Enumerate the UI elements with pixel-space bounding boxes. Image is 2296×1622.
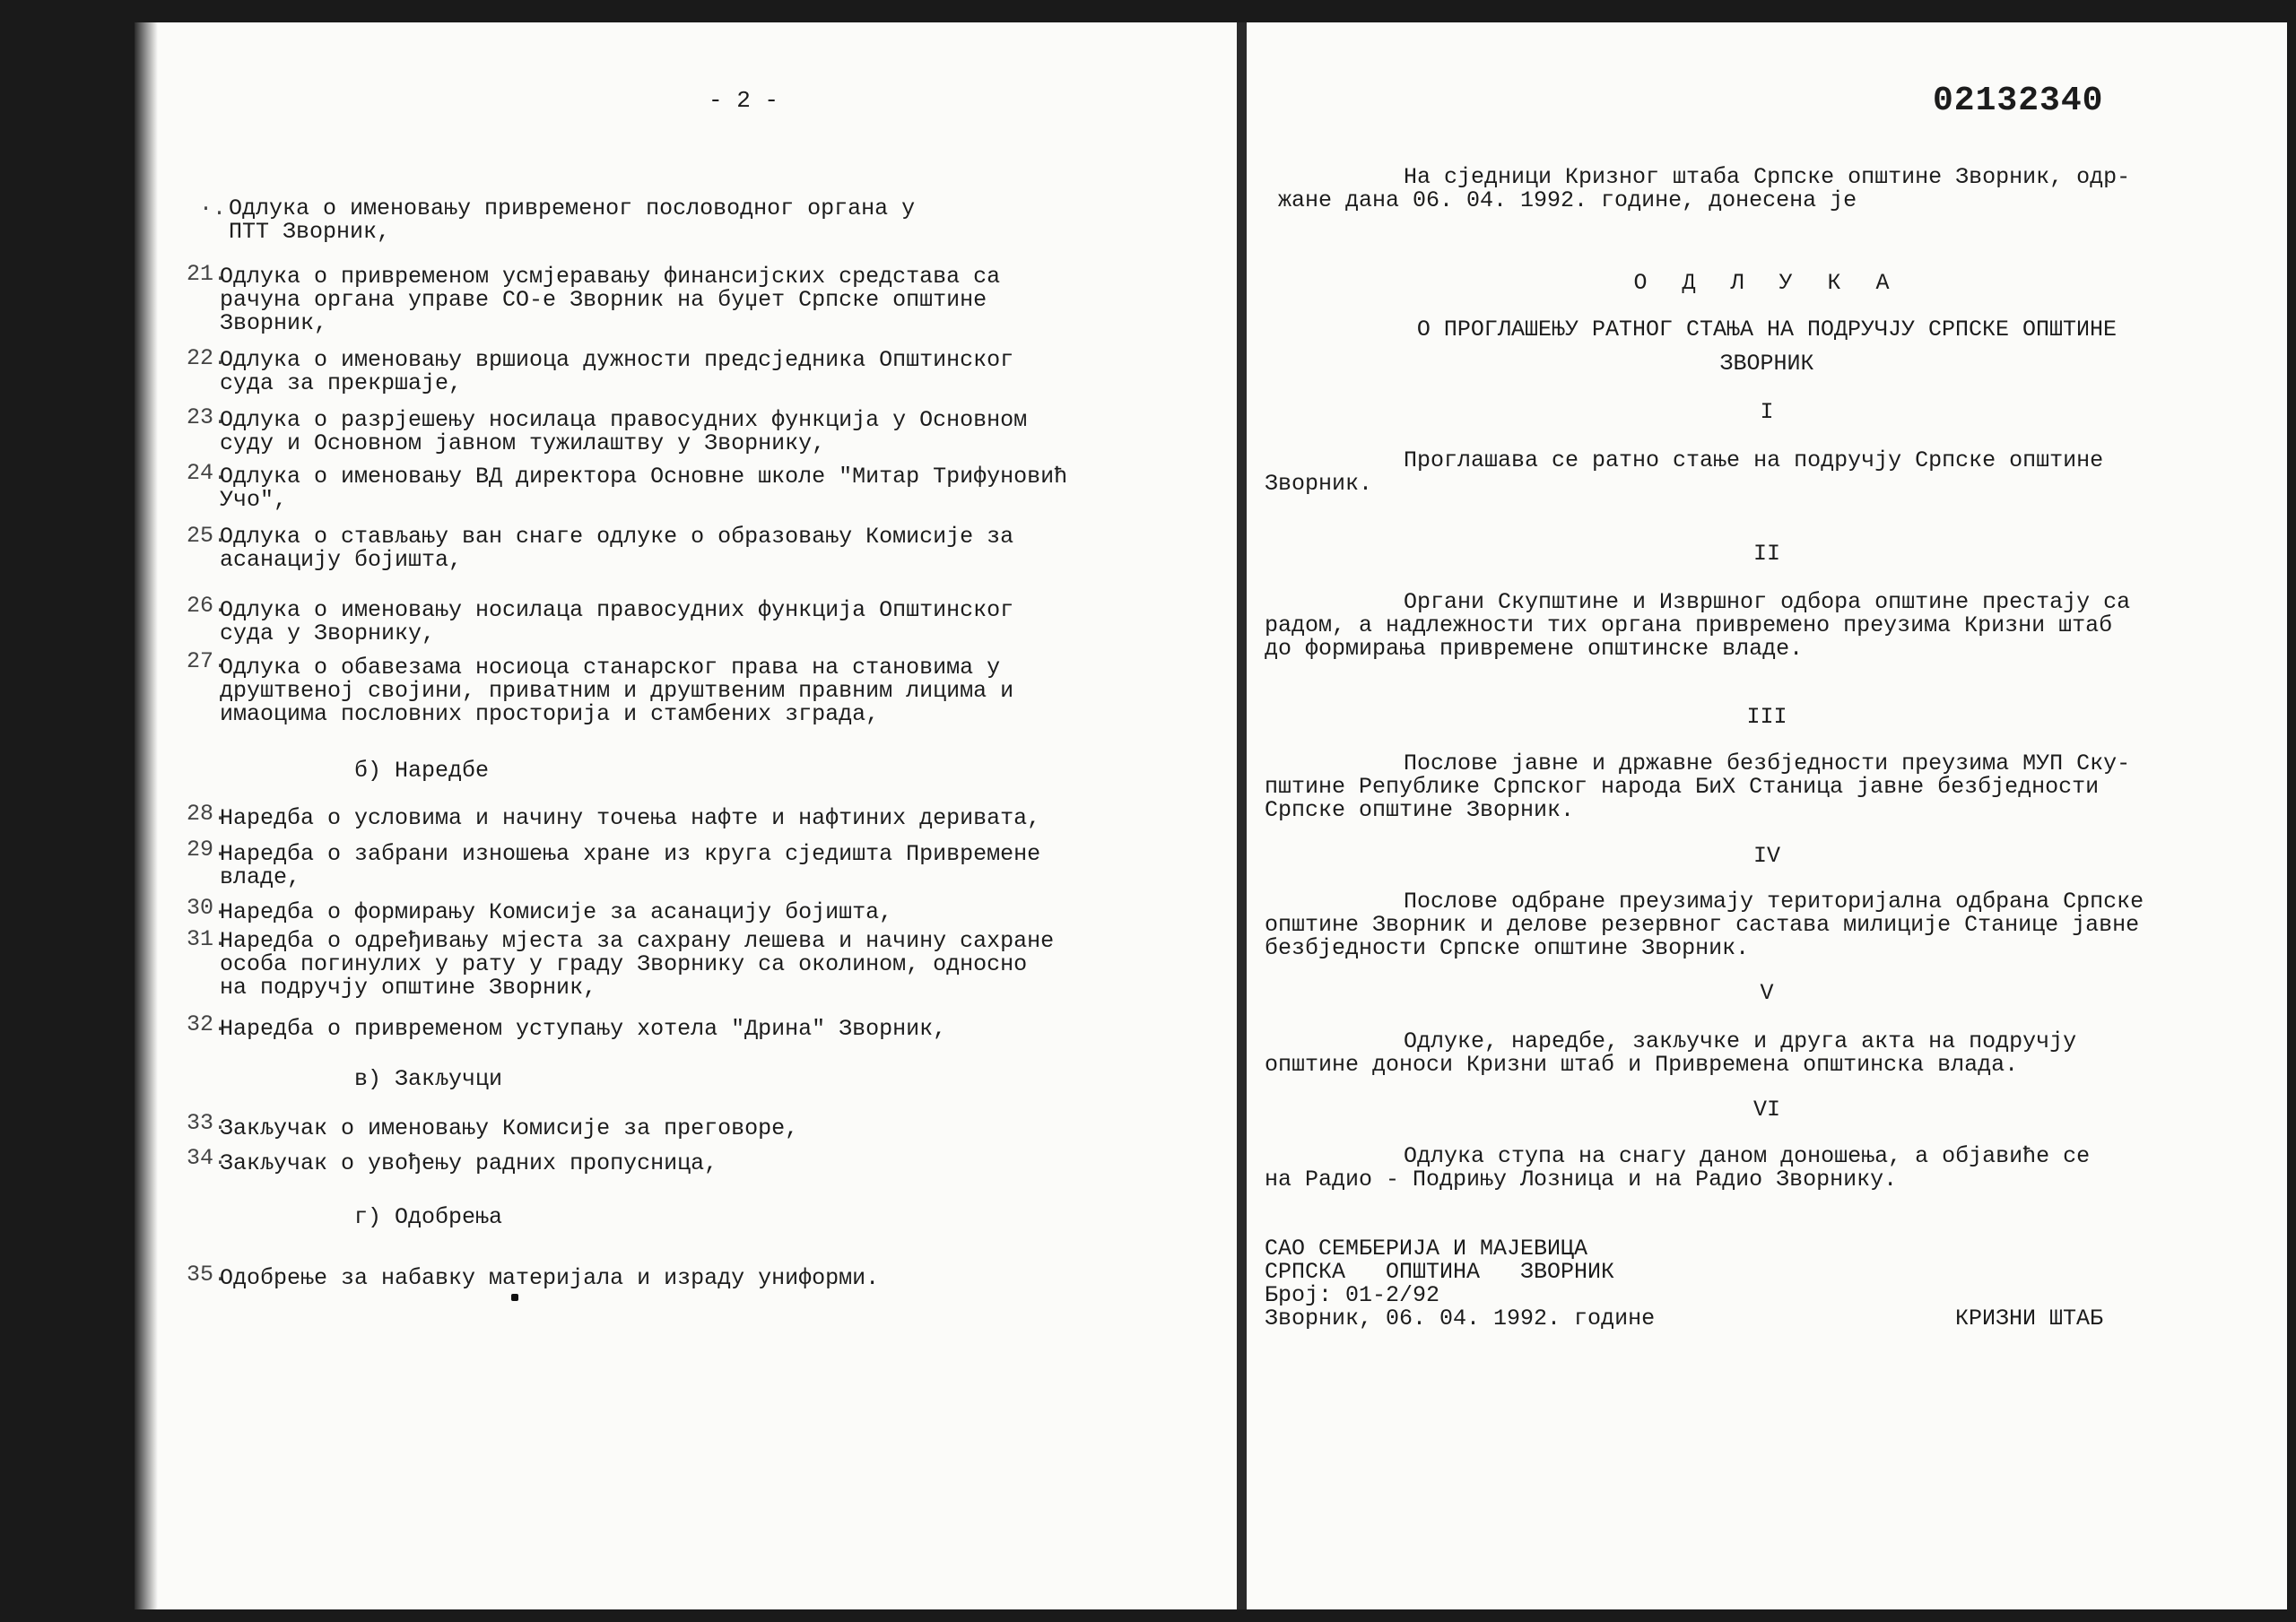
list-item-line: Одлука о именовању вршиоца дужности предсједника Општинског — [220, 347, 1014, 373]
list-item-line: асанацију бојишта, — [220, 547, 463, 573]
article-line: Зворник. — [1265, 471, 1373, 497]
decision-subtitle: О ПРОГЛАШЕЊУ РАТНОГ СТАЊА НА ПОДРУЧЈУ СРПСКЕ ОПШТИНЕ — [1416, 317, 2118, 343]
item-number: 33. — [187, 1110, 228, 1136]
list-item-line: Одлука о обавезама носиоца станарског права на становима у — [220, 655, 1001, 681]
footer-line: Зворник, 06. 04. 1992. године — [1265, 1305, 1656, 1331]
document-number: 02132340 — [1933, 82, 2104, 120]
item-number: 21. — [187, 261, 228, 287]
list-item-line: Одобрење за набавку материјала и израду униформи. — [220, 1265, 880, 1291]
list-item-line: имаоцима пословних просторија и стамбених зграда, — [220, 701, 880, 727]
list-item-line: Одлука о привременом усмјеравању финансијских средстава са — [220, 264, 1001, 290]
item-number: 31. — [187, 926, 228, 952]
ink-speck — [511, 1294, 518, 1301]
article-line: до формирања привремене општинске владе. — [1265, 636, 1804, 662]
right-page — [1247, 22, 2287, 1609]
item-number: 29. — [187, 837, 228, 863]
article-line: на Радио - Подрињу Лозница и на Радио Зворнику. — [1265, 1167, 1898, 1193]
list-item-line: Одлука о именовању носилаца правосудних функција Општинског — [220, 597, 1014, 623]
footer-line: СРПСКА ОПШТИНА ЗВОРНИК — [1265, 1259, 1615, 1285]
list-item-line: рачуна органа управе СО-е Зворник на буџет Српске општине — [220, 287, 987, 313]
footer-line: САО СЕМБЕРИЈА И МАЈЕВИЦА — [1265, 1236, 1588, 1262]
article-number: III — [1746, 704, 1787, 730]
article-line: општине доноси Кризни штаб и Привремена општинска влада. — [1265, 1052, 2019, 1078]
list-item-line: Одлука о именовању ВД директора Основне школе "Митар Трифуновић — [220, 464, 1068, 490]
footer-line: Број: 01-2/92 — [1265, 1282, 1440, 1308]
item-number: 32. — [187, 1011, 228, 1037]
article-line: општине Зворник и делове резервног састава милиције Станице јавне — [1265, 912, 2140, 938]
section-heading: г) Одобрења — [354, 1204, 503, 1230]
list-item-line: ПТТ Зворник, — [229, 219, 391, 245]
list-item-line: Одлука о именовању привременог пословодног органа у — [229, 195, 916, 221]
left-page — [135, 22, 1238, 1609]
article-number: V — [1760, 980, 1774, 1006]
article-line: Одлуке, наредбе, закључке и друга акта на подручју — [1404, 1028, 2077, 1054]
item-number: 25. — [187, 523, 228, 549]
list-item-line: Учо", — [220, 487, 288, 513]
list-item-line: суда у Зворнику, — [220, 620, 436, 646]
article-line: радом, а надлежности тих органа привремено преузима Кризни штаб — [1265, 612, 2113, 638]
list-item-line: суда за прекршаје, — [220, 370, 463, 396]
article-line: Послове одбране преузимају територијална одбрана Српске — [1404, 889, 2144, 915]
item-number: ·. — [199, 195, 227, 221]
item-number: 23. — [187, 404, 228, 430]
list-item-line: Закључак о именовању Комисије за преговоре, — [220, 1115, 799, 1141]
item-number: 34. — [187, 1145, 228, 1171]
list-item-line: Наредба о формирању Комисије за асанацију бојишта, — [220, 899, 893, 925]
signature-block: КРИЗНИ ШТАБ — [1955, 1305, 2104, 1331]
article-number: VI — [1752, 1097, 1780, 1123]
list-item-line: Одлука о стављању ван снаге одлуке о образовању Комисије за — [220, 524, 1014, 550]
item-number: 27. — [187, 648, 228, 674]
article-number: IV — [1752, 843, 1780, 869]
list-item-line: Закључак о увођењу радних пропусница, — [220, 1150, 718, 1176]
item-number: 35. — [187, 1262, 228, 1288]
item-number: 28. — [187, 801, 228, 827]
list-item-line: друштвеној својини, приватним и друштвеним правним лицима и — [220, 678, 1014, 704]
page-number: - 2 - — [709, 87, 779, 114]
list-item-line: особа погинулих у рату у граду Зворнику са околином, односно — [220, 951, 1028, 977]
list-item-line: владе, — [220, 864, 301, 890]
article-number: II — [1752, 541, 1780, 567]
intro-line: На сједници Кризног штаба Српске општине Зворник, одр- — [1404, 164, 2131, 190]
article-line: безбједности Српске општине Зворник. — [1265, 935, 1750, 961]
scan-shadow-edge — [135, 22, 158, 1609]
section-heading: б) Наредбе — [354, 758, 490, 784]
list-item-line: Наредба о забрани изношења хране из круга сједишта Привремене — [220, 841, 1041, 867]
section-heading: в) Закључци — [354, 1066, 503, 1092]
list-item-line: Наредба о условима и начину точења нафте и нафтиних деривата, — [220, 805, 1041, 831]
item-number: 22. — [187, 345, 228, 371]
article-line: Одлука ступа на снагу даном доношења, а објавиће се — [1404, 1143, 2091, 1169]
article-line: Органи Скупштине и Извршног одбора општине престају са — [1404, 589, 2131, 615]
article-line: пштине Републике Српског народа БиХ Станица јавне безбједности — [1265, 774, 2100, 800]
list-item-line: Зворник, — [220, 310, 328, 336]
decision-title: О Д Л У К А — [1633, 270, 1900, 296]
article-number: I — [1760, 399, 1774, 425]
list-item-line: Одлука о разрјешењу носилаца правосудних функција у Основном — [220, 407, 1028, 433]
article-line: Послове јавне и државне безбједности преузима МУП Ску- — [1404, 750, 2131, 776]
item-number: 30. — [187, 895, 228, 921]
article-line: Српске општине Зворник. — [1265, 797, 1575, 823]
list-item-line: суду и Основном јавном тужилаштву у Зворнику, — [220, 430, 826, 456]
item-number: 24. — [187, 460, 228, 486]
page-gutter — [1237, 22, 1247, 1609]
decision-subtitle: ЗВОРНИК — [1719, 351, 1814, 377]
list-item-line: на подручју општине Зворник, — [220, 975, 597, 1001]
intro-line: жане дана 06. 04. 1992. године, донесена је — [1278, 187, 1857, 213]
article-line: Проглашава се ратно стање на подручју Српске општине — [1404, 447, 2104, 473]
list-item-line: Наредба о одређивању мјеста за сахрану лешева и начину сахране — [220, 928, 1055, 954]
list-item-line: Наредба о привременом уступању хотела "Дрина" Зворник, — [220, 1016, 947, 1042]
item-number: 26. — [187, 593, 228, 619]
